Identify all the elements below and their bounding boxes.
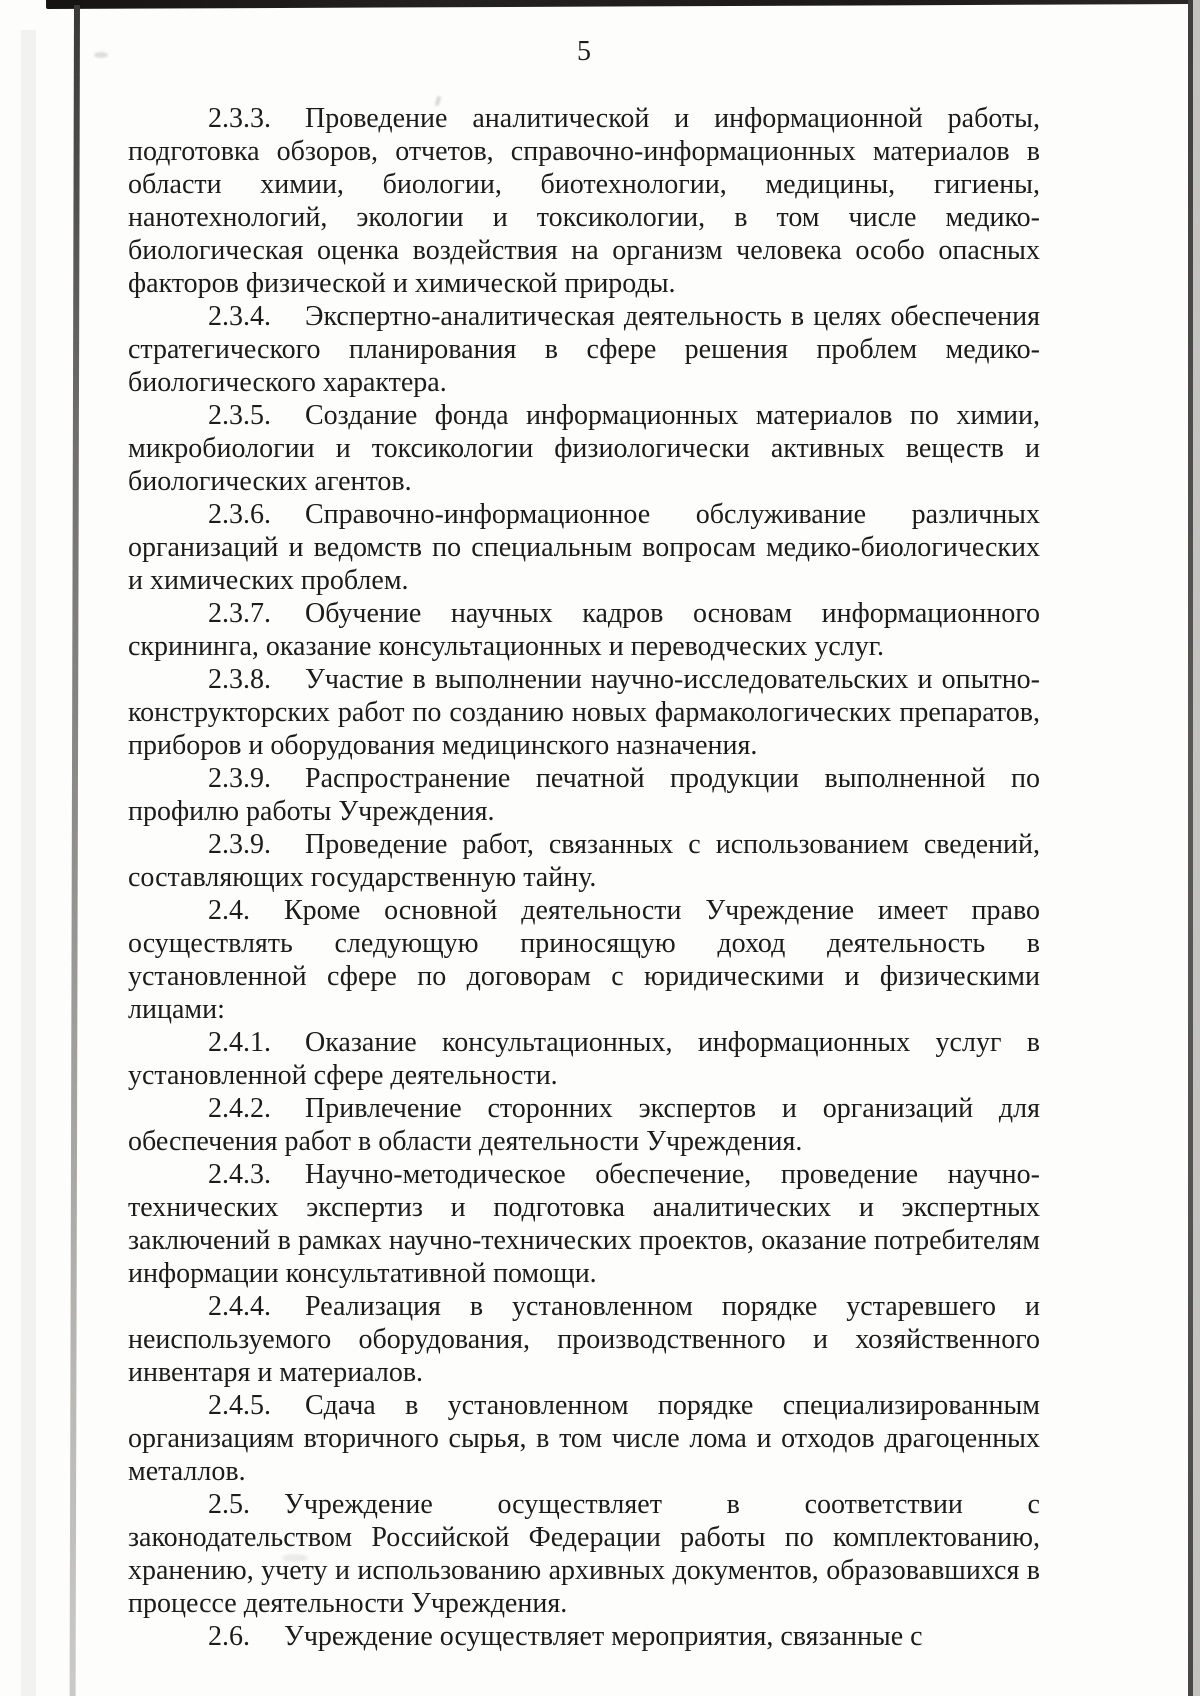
clause-2-4-5 (128, 1389, 1040, 1488)
clause-2-6 (128, 1620, 1040, 1653)
clause-text: Реализация в установленном порядке устаревшего и неиспользуемого оборудования, производственного и хозяйственного инвентаря и материалов. (128, 1291, 1040, 1388)
clause-text: Оказание консультационных, информационных услуг в установленной сфере деятельности. (128, 1027, 1040, 1091)
clause-2-4-3 (128, 1158, 1040, 1290)
clause-text: Обучение научных кадров основам информационного скрининга, оказание консультационных и переводческих услуг. (128, 598, 1040, 662)
clause-number: 2.4.5. (208, 1390, 271, 1421)
clause-2-4-2 (128, 1092, 1040, 1158)
clause-number: 2.3.8. (208, 664, 271, 695)
clause-text: Участие в выполнении научно-исследовательских и опытно-конструкторских работ по созданию новых фармакологических препаратов, приборов и оборудования медицинского назначения. (128, 664, 1040, 761)
clause-text: Кроме основной деятельности Учреждение имеет право осуществлять следующую приносящую доход деятельность в установленной сфере по договорам с юридическими и физическими лицами: (128, 895, 1040, 1025)
scan-left-crease-artifact (70, 5, 80, 1696)
clause-2-3-7 (128, 597, 1040, 663)
page-number: 5 (577, 36, 591, 67)
scan-right-edge-artifact (1192, 0, 1200, 1696)
clause-text: Научно-методическое обеспечение, проведение научно-технических экспертиз и подготовка аналитических и экспертных заключений в рамках научно-технических проектов, оказание потребителям информации консультативной помощи. (128, 1159, 1040, 1289)
clause-2-3-6 (128, 498, 1040, 597)
clause-2-3-8 (128, 663, 1040, 762)
clause-2-3-3 (128, 102, 1040, 300)
clause-text: Проведение аналитической и информационной работы, подготовка обзоров, отчетов, справочно-информационных материалов в области химии, биологии, биотехнологии, медицины, гигиены, нанотехнологий, экологии и токсикологии, в том числе медико-биологическая оценка воздействия на организм человека особо опасных факторов физической и химической природы. (128, 103, 1040, 299)
document-body (128, 102, 1040, 1653)
clause-number: 2.3.4. (208, 301, 271, 332)
clause-number: 2.4. (208, 895, 250, 926)
clause-text: Создание фонда информационных материалов по химии, микробиологии и токсикологии физиологически активных веществ и биологических агентов. (128, 400, 1040, 497)
clause-number: 2.4.4. (208, 1291, 271, 1322)
scan-top-edge-artifact (46, 0, 1200, 9)
clause-2-3-4 (128, 300, 1040, 399)
clause-text: Сдача в установленном порядке специализированным организациям вторичного сырья, в том числе лома и отходов драгоценных металлов. (128, 1390, 1040, 1487)
scan-left-band-artifact (21, 30, 36, 1696)
clause-2-5 (128, 1488, 1040, 1620)
clause-number: 2.4.1. (208, 1027, 271, 1058)
clause-text: Экспертно-аналитическая деятельность в целях обеспечения стратегического планирования в сфере решения проблем медико-биологического характера. (128, 301, 1040, 398)
clause-2-3-9-b (128, 828, 1040, 894)
clause-number: 2.6. (208, 1621, 250, 1652)
clause-2-3-9 (128, 762, 1040, 828)
clause-2-3-5 (128, 399, 1040, 498)
clause-number: 2.3.3. (208, 103, 271, 134)
clause-2-4-4 (128, 1290, 1040, 1389)
clause-2-4 (128, 894, 1040, 1026)
clause-number: 2.5. (208, 1489, 250, 1520)
clause-2-4-1 (128, 1026, 1040, 1092)
clause-text: Распространение печатной продукции выполненной по профилю работы Учреждения. (128, 763, 1040, 827)
clause-text: Проведение работ, связанных с использованием сведений, составляющих государственную тайну. (128, 829, 1040, 893)
clause-number: 2.3.7. (208, 598, 271, 629)
clause-number: 2.3.9. (208, 829, 271, 860)
clause-number: 2.4.3. (208, 1159, 271, 1190)
clause-text: Учреждение осуществляет в соответствии с законодательством Российской Федерации работы по комплектованию, хранению, учету и использованию архивных документов, образовавшихся в процессе деятельности Учреждения. (128, 1489, 1040, 1619)
scan-right-line-artifact (1188, 0, 1193, 1696)
clause-number: 2.3.5. (208, 400, 271, 431)
clause-number: 2.4.2. (208, 1093, 271, 1124)
clause-number: 2.3.6. (208, 499, 271, 530)
clause-text: Учреждение осуществляет мероприятия, связанные с (284, 1621, 923, 1652)
clause-text: Справочно-информационное обслуживание различных организаций и ведомств по специальным вопросам медико-биологических и химических проблем. (128, 499, 1040, 596)
clause-text: Привлечение сторонних экспертов и организаций для обеспечения работ в области деятельности Учреждения. (128, 1093, 1040, 1157)
clause-number: 2.3.9. (208, 763, 271, 794)
scan-smudge (94, 52, 108, 58)
